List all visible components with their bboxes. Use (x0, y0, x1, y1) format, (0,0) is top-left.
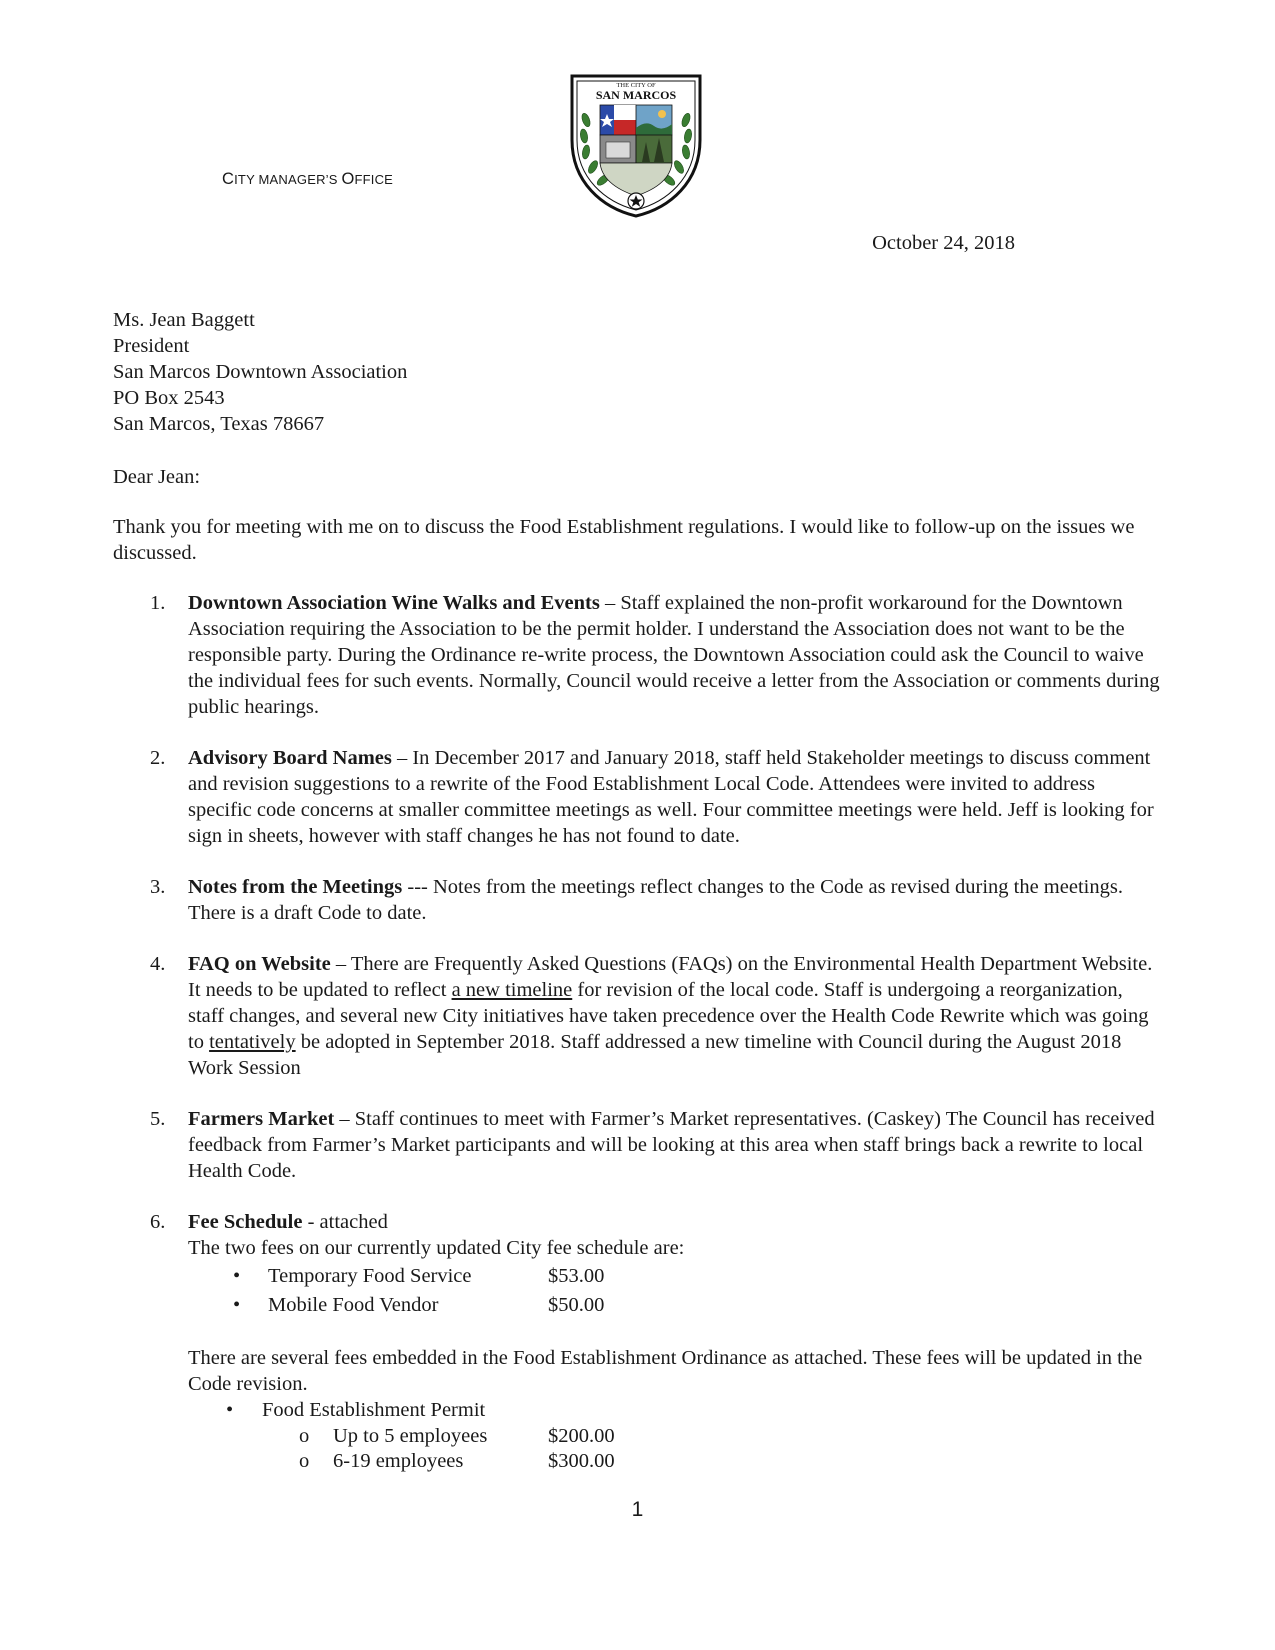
intro-paragraph: Thank you for meeting with me on to discuss the Food Establishment regulations. I would like to follow-up on the issues we discussed. (113, 516, 1135, 564)
svg-text:SAN MARCOS: SAN MARCOS (595, 88, 677, 102)
fee-list (188, 1263, 1160, 1321)
embedded-fees-paragraph: There are several fees embedded in the Food Establishment Ordinance as attached. These fees will be updated in the Code revision. (188, 1347, 1143, 1395)
recipient-address (113, 307, 407, 437)
item-text: - attached (302, 1211, 388, 1233)
fee-label: Mobile Food Vendor (268, 1294, 439, 1316)
item-text: – There are Frequently Asked Questions (FAQs) on the Environmental Health Department Website. It needs to be updated to reflect (188, 953, 1153, 1001)
item-number: 2. (150, 747, 166, 769)
letter-date: October 24, 2018 (872, 232, 1015, 254)
bullet-icon: • (233, 1294, 241, 1316)
list-item (150, 590, 1160, 720)
item-text: --- Notes from the meetings reflect changes to the Code as revised during the meetings. There is a draft Code to date. (188, 876, 1123, 924)
recipient-name: Ms. Jean Baggett (113, 309, 255, 331)
permit-row (188, 1397, 1160, 1423)
list-item (150, 951, 1160, 1081)
list-item (150, 1209, 1160, 1473)
item-number: 1. (150, 592, 166, 614)
office-name: CITY MANAGER’S OFFICE (222, 170, 394, 188)
recipient-title: President (113, 335, 190, 357)
underlined-text: tentatively (209, 1031, 296, 1053)
item-text: – Staff continues to meet with Farmer’s Market representatives. (Caskey) The Council has received feedback from Farmer’s Market participants and will be looking at this area when staff brings back a rewrite to local Health Code. (188, 1108, 1155, 1182)
item-text: – Staff explained the non-profit workaround for the Downtown Association requiring the Association to be the permit holder. I understand the Association does not want to be the responsible party. During the Ordinance re-write process, the Downtown Association could ask the Council to waive the individual fees for such events. Normally, Council would receive a letter from the Association or comments during public hearings. (188, 592, 1160, 718)
svg-text:THE CITY OF: THE CITY OF (616, 82, 656, 89)
fee-amount: $53.00 (548, 1265, 605, 1287)
fee-amount: $50.00 (548, 1294, 605, 1316)
item-number: 3. (150, 876, 166, 898)
permit-fee-amount: $200.00 (548, 1425, 615, 1447)
permit-fee-row (188, 1448, 1160, 1473)
salutation: Dear Jean: (113, 466, 201, 488)
list-item (150, 1106, 1160, 1184)
item-title: Farmers Market (188, 1108, 335, 1130)
issues-list (150, 590, 1160, 1498)
permit-label: Food Establishment Permit (262, 1399, 486, 1421)
item-text: be adopted in September 2018. Staff addressed a new timeline with Council during the August 2018 Work Session (188, 1031, 1122, 1079)
recipient-organization: San Marcos Downtown Association (113, 361, 408, 383)
page-number: 1 (631, 1498, 644, 1521)
fee-label: Temporary Food Service (268, 1265, 472, 1287)
item-text: – In December 2017 and January 2018, staff held Stakeholder meetings to discuss comment and revision suggestions to a rewrite of the Food Establishment Local Code. Attendees were invited to address specific code concerns at smaller committee meetings as well. Four committee meetings were held. Jeff is looking for sign in sheets, however with staff changes he has not found to date. (188, 747, 1154, 847)
underlined-text: a new timeline (451, 979, 573, 1001)
list-item (150, 745, 1160, 849)
item-title: FAQ on Website (188, 953, 331, 975)
permit-fee-row (188, 1423, 1160, 1448)
item-number: 6. (150, 1211, 166, 1233)
recipient-po-box: PO Box 2543 (113, 387, 225, 409)
permit-fee-label: Up to 5 employees (333, 1425, 488, 1447)
list-item (150, 874, 1160, 926)
fee-intro: The two fees on our currently updated City fee schedule are: (188, 1237, 685, 1259)
recipient-city: San Marcos, Texas 78667 (113, 413, 325, 435)
permit-fee-label: 6-19 employees (333, 1450, 464, 1472)
city-seal (566, 70, 706, 220)
bullet-icon: • (233, 1265, 241, 1287)
fee-row (188, 1292, 1160, 1321)
circle-bullet-icon: o (299, 1425, 310, 1447)
permit-fee-amount: $300.00 (548, 1450, 615, 1472)
fee-row (188, 1263, 1160, 1292)
circle-bullet-icon: o (299, 1450, 310, 1472)
item-number: 4. (150, 953, 166, 975)
bullet-icon: • (226, 1399, 234, 1421)
item-title: Advisory Board Names (188, 747, 392, 769)
item-title: Downtown Association Wine Walks and Events (188, 592, 600, 614)
item-text: for revision of the local code. Staff is undergoing a reorganization, staff changes, and several new City initiatives have taken precedence over the Health Code Rewrite which was going to (188, 979, 1149, 1053)
item-number: 5. (150, 1108, 166, 1130)
item-title: Notes from the Meetings (188, 876, 403, 898)
item-title: Fee Schedule (188, 1211, 303, 1233)
